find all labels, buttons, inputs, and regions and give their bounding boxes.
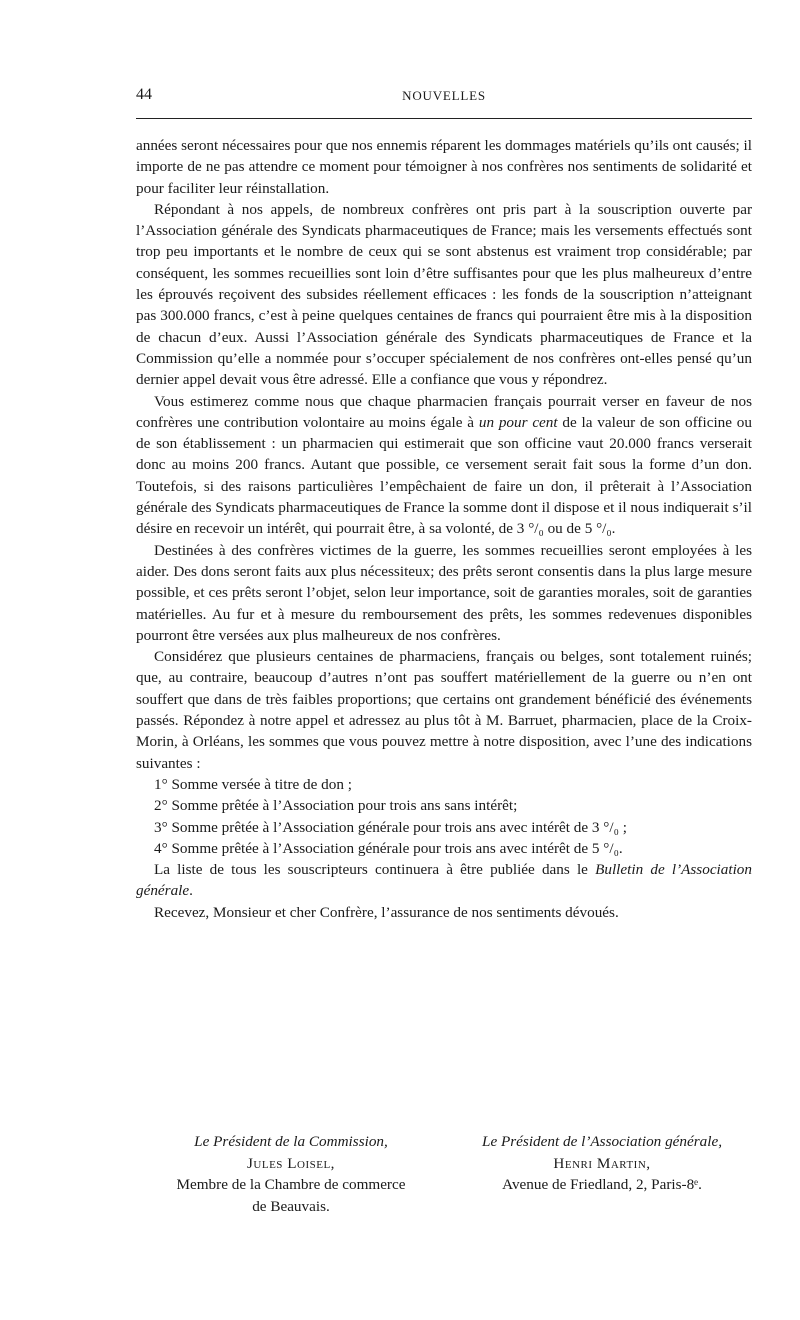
list-item: 1° Somme versée à titre de don ;	[154, 775, 352, 793]
paragraph-text: La liste de tous les souscripteurs continuera à être publiée dans le	[154, 861, 596, 879]
closing-line: Recevez, Monsieur et cher Confrère, l’assurance de nos sentiments dévoués.	[154, 903, 619, 921]
paragraph-appeal: Répondant à nos appels, de nombreux confrères ont pris part à la souscription ouverte par l’Association générale des Syndicats pharmaceutiques de France; mais les versements effectués sont trop peu importants et le nombre de ceux qui se sont abstenus est vraiment trop considérable; par conséquent, les sommes recueillies sont loin d’être suffisantes pour que les plus malheureux d’entre les éprouvés reçoivent des subsides réellement efficaces : les fonds de la souscription n’atteignant pas 300.000 francs, c’est à peine quelques centaines de francs qui pourraient être mis à la disposition de chacun d’eux. Aussi l’Association générale des Syndicats pharmaceutiques de France et la Commission qu’elle a nommée pour s’occuper spécialement de nos confrères ont-elles pensé qu’un dernier appel devait vous être adressé. Elle a confiance que vous y répondrez.	[136, 200, 752, 389]
italic-bulletin: Bulletin de l’Association générale	[136, 861, 752, 900]
list-item: 2° Somme prêtée à l’Association pour trois ans sans intérêt;	[154, 797, 518, 815]
running-title: NOUVELLES	[402, 88, 486, 103]
signature-block	[136, 1131, 752, 1217]
paragraph-destination: Destinées à des confrères victimes de la guerre, les sommes recueillies seront employées à les aider. Des dons seront faits aux plus nécessiteux; des prêts seront consentis dans la plus large mesure possible, et ces prêts seront l’objet, selon leur importance, soit de garanties morales, soit de garanties matérielles. Au fur et à mesure du remboursement des prêts, les sommes redevenues disponibles pourront être versées aux plus malheureux de nos confrères.	[136, 541, 752, 644]
paragraph-contribution	[136, 391, 752, 540]
italic-phrase: un pour cent	[478, 413, 558, 431]
signature-right	[452, 1131, 752, 1217]
page-number: 44	[136, 86, 152, 103]
signature-detail: de Beauvais.	[252, 1197, 330, 1215]
signature-detail: Membre de la Chambre de commerce	[176, 1176, 406, 1193]
signature-role: Le Président de la Commission,	[194, 1133, 388, 1150]
paragraph-list-subscribers	[136, 859, 752, 902]
header-rule	[136, 118, 752, 119]
signature-name: Henri Martin,	[553, 1154, 651, 1172]
page-header	[136, 86, 752, 110]
signature-left	[136, 1131, 446, 1217]
signature-role: Le Président de l’Association générale,	[482, 1133, 722, 1150]
list-item: 3° Somme prêtée à l’Association générale pour trois ans avec intérêt de 3 °/₀ ;	[154, 818, 627, 836]
paragraph-continued: années seront nécessaires pour que nos ennemis réparent les dommages matériels qu’ils ont causés; il importe de ne pas attendre ce moment pour témoigner à nos confrères nos sentiments de solidarité et pour faciliter leur réinstallation.	[136, 137, 752, 197]
signature-name: Jules Loisel,	[247, 1154, 335, 1172]
paragraph-text: Vous estimerez comme nous que chaque pharmacien français pourrait verser en faveur de nos confrères une contribution volontaire au moins égale à	[136, 392, 752, 431]
paragraph-text: .	[189, 882, 193, 900]
indications-list	[136, 774, 752, 859]
signature-detail: Avenue de Friedland, 2, Paris-8ᵉ.	[502, 1176, 702, 1193]
paragraph-consider: Considérez que plusieurs centaines de pharmaciens, français ou belges, sont totalement ruinés; que, au contraire, beaucoup d’autres n’ont pas souffert matériellement de la guerre ou n’en ont souffert que dans de très faibles proportions; que certains ont grandement bénéficié des événements passés. Répondez à notre appel et adressez au plus tôt à M. Barruet, pharmacien, place de la Croix-Morin, à Orléans, les sommes que vous pouvez mettre à notre disposition, avec l’une des indications suivantes :	[136, 648, 752, 772]
list-item: 4° Somme prêtée à l’Association générale pour trois ans avec intérêt de 5 °/₀.	[154, 839, 623, 857]
paragraph-text: de la valeur de son officine ou de son établissement : un pharmacien qui estimerait que son officine vaut 20.000 francs verserait donc au moins 200 francs. Autant que possible, ce versement serait fait sous la forme d’un don. Toutefois, si des raisons particulières l’empêchaient de faire un don, il prêterait à l’Association générale des Syndicats pharmaceutiques de France la somme dont il dispose et il nous indiquerait s’il désire en recevoir un intérêt, qui pourrait être, à sa volonté, de 3 °/₀ ou de 5 °/₀.	[136, 413, 752, 538]
article-body	[136, 135, 752, 923]
